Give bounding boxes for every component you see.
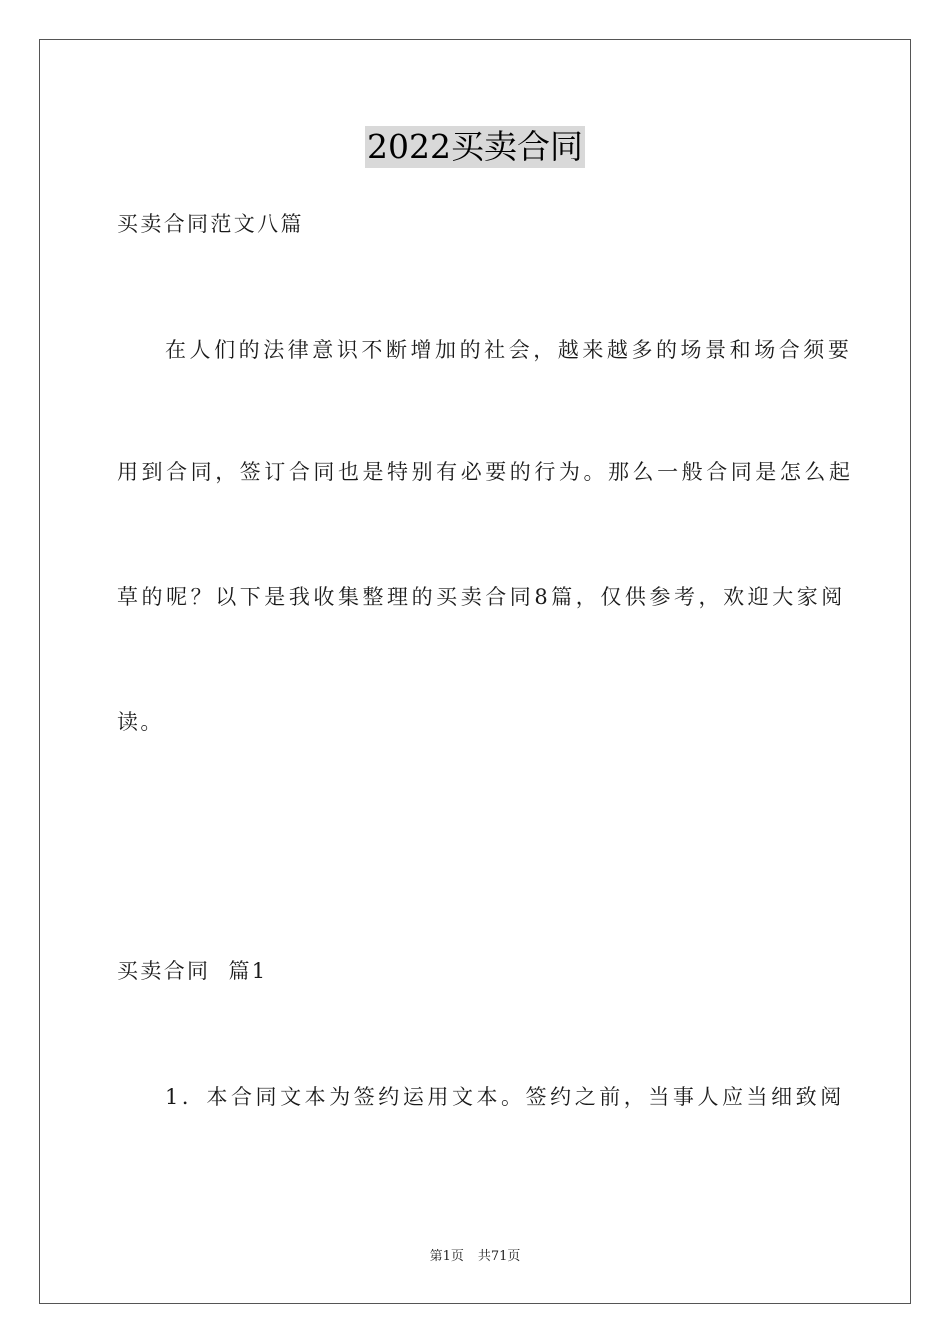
paragraph-line: 草的呢？以下是我收集整理的买卖合同8篇，仅供参考，欢迎大家阅 — [117, 585, 846, 609]
document-subtitle: 买卖合同范文八篇 — [117, 212, 304, 236]
document-title: 2022买卖合同 — [367, 127, 583, 166]
paragraph-line: 在人们的法律意识不断增加的社会，越来越多的场景和场合须要 — [165, 338, 853, 362]
paragraph-line: 1．本合同文本为签约运用文本。签约之前，当事人应当细致阅 — [165, 1085, 845, 1109]
paragraph-line: 用到合同，签订合同也是特别有必要的行为。那么一般合同是怎么起 — [117, 460, 854, 484]
paragraph-line: 读。 — [117, 710, 164, 734]
page-footer — [0, 1248, 950, 1266]
section-heading: 买卖合同 篇1 — [117, 959, 268, 983]
page-number: 第1页 — [429, 1249, 464, 1264]
total-pages: 共71页 — [477, 1249, 521, 1264]
title-container — [0, 126, 950, 168]
